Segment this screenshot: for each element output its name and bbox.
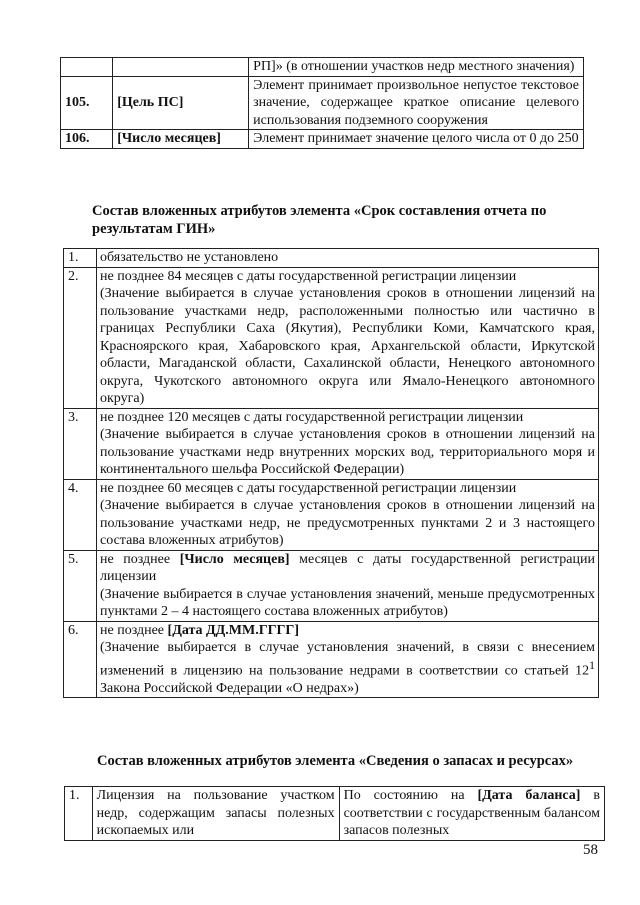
table-row <box>64 550 599 621</box>
element-description: Элемент принимает значение целого числа от 0 до 250 <box>249 130 584 149</box>
row-number: 2. <box>64 267 97 408</box>
row-number: 105. <box>61 76 113 130</box>
row-main-pre: не позднее <box>100 551 180 567</box>
element-description: Элемент принимает произвольное непустое текстовое значение, содержащее краткое описание целевого использования подземного сооружения <box>249 76 584 130</box>
row-note-a: (Значение выбирается в случае установления значений, в связи с внесением изменений в лицензию на пользование недрами в соответствии со статьей 12 <box>100 640 595 679</box>
row-main: не позднее 60 месяцев с даты государственной регистрации лицензии <box>100 480 517 496</box>
row-text <box>97 550 599 621</box>
superscript: 1 <box>589 658 595 672</box>
row-number: 4. <box>64 479 97 550</box>
row-main <box>100 551 595 586</box>
col2-post: в соответствии с государственным балансом запасов полезных <box>343 788 600 838</box>
row-col1: Лицензия на пользование участком недр, содержащим запасы полезных ископаемых или <box>92 787 339 841</box>
section-heading-srok: Состав вложенных атрибутов элемента «Срок составления отчета по результатам ГИН» <box>92 203 547 237</box>
row-number <box>61 58 113 77</box>
table-row <box>64 621 599 698</box>
row-number: 1. <box>64 249 97 268</box>
placeholder-data: [Дата ДД.ММ.ГГГГ] <box>167 622 299 638</box>
table-row <box>64 479 599 550</box>
page-number: 58 <box>583 842 598 858</box>
element-description: РП]» (в отношении участков недр местного значения) <box>249 58 584 77</box>
row-main <box>100 622 595 640</box>
table-row <box>61 130 584 149</box>
row-text <box>97 479 599 550</box>
table-row <box>65 787 605 841</box>
table-row <box>64 408 599 479</box>
row-number: 6. <box>64 621 97 698</box>
element-name <box>113 58 249 77</box>
row-text <box>97 408 599 479</box>
row-note: (Значение выбирается в случае установления сроков в отношении лицензий на пользование участками недр, расположенными полностью или частично в границах Республики Саха (Якутия), Республики Коми, Камчатского края, Красноярского края, Хабаровского края, Архангельской области, Иркутской области, Магаданской области, Сахалинской области, Ненецкого автономного округа, Чукотского автономного округа или Ямало-Ненецкого автономного округа) <box>100 286 595 406</box>
element-name: [Число месяцев] <box>113 130 249 149</box>
row-note: (Значение выбирается в случае установления сроков в отношении лицензий на пользование участками недр внутренних морских вод, территориального моря и континентального шельфа Российской Федерации) <box>100 427 595 477</box>
row-col2 <box>339 787 604 841</box>
row-main: обязательство не установлено <box>100 250 279 265</box>
row-text <box>97 621 599 698</box>
placeholder-chislo-mesyacev: [Число месяцев] <box>179 551 290 567</box>
row-note: (Значение выбирается в случае установления сроков в отношении лицензий на пользование участками недр, не предусмотренных пунктами 2 и 3 настоящего состава вложенных атрибутов) <box>100 498 595 548</box>
row-number: 1. <box>65 787 93 841</box>
table-row <box>64 267 599 408</box>
row-note <box>100 639 595 697</box>
row-number: 5. <box>64 550 97 621</box>
row-main-pre: не позднее <box>100 622 168 638</box>
row-text <box>97 249 599 268</box>
table-row <box>64 249 599 268</box>
row-number: 106. <box>61 130 113 149</box>
table-row <box>61 76 584 130</box>
row-main: не позднее 120 месяцев с даты государственной регистрации лицензии <box>100 409 524 425</box>
srok-attributes-table <box>63 248 599 698</box>
element-name: [Цель ПС] <box>113 76 249 130</box>
row-number: 3. <box>64 408 97 479</box>
section-heading-sved: Состав вложенных атрибутов элемента «Сведения о запасах и ресурсах» <box>97 753 574 769</box>
row-note-b: Закона Российской Федерации «О недрах») <box>100 680 359 696</box>
col2-pre: По состоянию на <box>343 788 478 803</box>
placeholder-data-balansa: [Дата баланса] <box>477 788 581 803</box>
row-text <box>97 267 599 408</box>
sved-attributes-table <box>64 786 605 841</box>
table-row <box>61 58 584 77</box>
row-main: не позднее 84 месяцев с даты государственной регистрации лицензии <box>100 268 517 284</box>
row-main-post: месяцев с даты государственной регистрации лицензии <box>100 551 595 584</box>
row-note: (Значение выбирается в случае установления значений, меньше предусмотренных пунктами 2 – 4 настоящего состава вложенных атрибутов) <box>100 586 595 619</box>
attributes-table-top <box>60 57 584 149</box>
